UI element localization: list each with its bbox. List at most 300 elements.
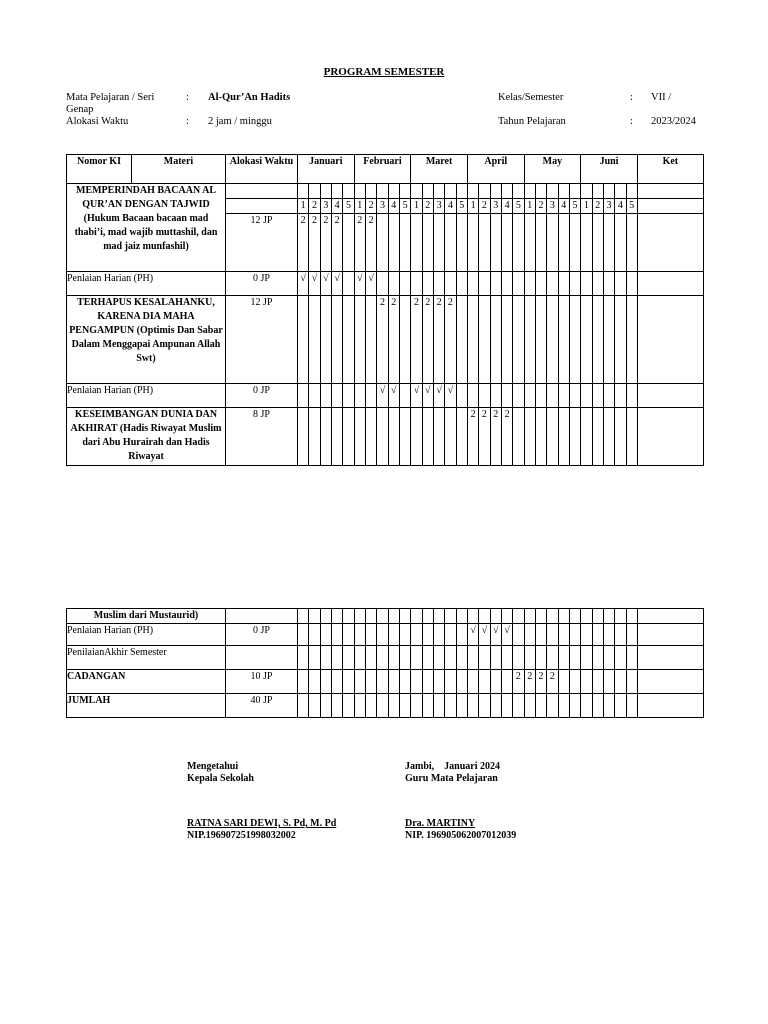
week-cell <box>603 272 614 296</box>
week-number: 2 <box>535 199 546 214</box>
week-cell <box>603 646 614 670</box>
week-cell <box>298 384 309 408</box>
week-cell <box>331 408 342 466</box>
week-cell <box>581 609 592 624</box>
blank-cell <box>626 184 637 199</box>
blank-cell <box>226 199 298 214</box>
week-cell <box>467 609 478 624</box>
guru-nip: NIP. 196905062007012039 <box>405 830 517 841</box>
blank-cell <box>535 184 546 199</box>
week-cell <box>354 670 365 694</box>
week-cell <box>592 609 603 624</box>
week-cell <box>456 214 467 272</box>
week-cell: 2 <box>433 296 444 384</box>
week-cell <box>343 624 354 646</box>
week-cell <box>467 694 478 718</box>
week-cell <box>581 214 592 272</box>
week-cell <box>603 624 614 646</box>
row-alokasi: 12 JP <box>226 214 298 272</box>
week-cell <box>501 609 512 624</box>
week-cell <box>501 296 512 384</box>
week-cell <box>558 214 569 272</box>
week-cell <box>592 624 603 646</box>
week-cell <box>581 670 592 694</box>
week-cell <box>388 646 399 670</box>
week-cell <box>298 609 309 624</box>
ket-cell <box>637 694 703 718</box>
week-cell <box>581 296 592 384</box>
week-cell <box>569 624 580 646</box>
blank-cell <box>422 184 433 199</box>
alokasi-value: 2 jam / minggu <box>208 116 272 127</box>
week-number: 5 <box>569 199 580 214</box>
week-cell <box>626 646 637 670</box>
week-number: 1 <box>581 199 592 214</box>
blank-cell <box>365 184 376 199</box>
week-cell <box>490 296 501 384</box>
week-cell <box>592 408 603 466</box>
header-row <box>67 155 704 184</box>
week-cell <box>320 694 331 718</box>
row-alokasi: 10 JP <box>226 670 298 694</box>
week-cell: √ <box>467 624 478 646</box>
week-cell <box>490 646 501 670</box>
week-cell <box>433 408 444 466</box>
guru-label: Guru Mata Pelajaran <box>405 773 498 784</box>
week-cell <box>592 296 603 384</box>
week-number: 3 <box>377 199 388 214</box>
row-label: KESEIMBANGAN DUNIA DAN AKHIRAT (Hadis Riwayat Muslim dari Abu Hurairah dan Hadis Riwayat <box>67 408 226 466</box>
week-cell <box>558 624 569 646</box>
week-cell: 2 <box>467 408 478 466</box>
week-cell <box>615 646 626 670</box>
blank-cell <box>343 184 354 199</box>
week-cell <box>433 624 444 646</box>
week-cell <box>388 408 399 466</box>
week-cell <box>433 646 444 670</box>
week-cell <box>399 214 410 272</box>
week-cell <box>558 408 569 466</box>
blank-cell <box>456 184 467 199</box>
week-cell <box>603 609 614 624</box>
week-cell <box>433 609 444 624</box>
week-cell <box>343 214 354 272</box>
row-label: Penlaian Harian (PH) <box>67 624 226 646</box>
week-cell <box>626 296 637 384</box>
tahun-sep: : <box>630 116 633 127</box>
row-label: TERHAPUS KESALAHANKU, KARENA DIA MAHA PENGAMPUN (Optimis Dan Sabar Dalam Menggapai Ampunan Allah Swt) <box>67 296 226 384</box>
week-cell <box>445 408 456 466</box>
week-cell <box>626 609 637 624</box>
week-cell <box>377 214 388 272</box>
week-cell <box>422 646 433 670</box>
week-cell <box>479 670 490 694</box>
week-cell: 2 <box>331 214 342 272</box>
week-cell <box>558 272 569 296</box>
week-cell <box>331 296 342 384</box>
week-cell <box>581 384 592 408</box>
week-cell <box>422 624 433 646</box>
week-cell <box>399 296 410 384</box>
week-cell <box>479 296 490 384</box>
week-cell: √ <box>309 272 320 296</box>
week-cell: 2 <box>535 670 546 694</box>
ket-cell <box>637 646 703 670</box>
blank-cell <box>615 184 626 199</box>
week-cell <box>603 670 614 694</box>
week-cell <box>388 624 399 646</box>
week-cell <box>592 214 603 272</box>
week-number: 1 <box>354 199 365 214</box>
week-cell <box>615 408 626 466</box>
week-cell <box>377 694 388 718</box>
week-cell <box>365 694 376 718</box>
kelas-value: VII / <box>651 92 672 103</box>
week-cell <box>343 408 354 466</box>
week-cell <box>547 214 558 272</box>
week-number: 4 <box>445 199 456 214</box>
row-alokasi: 0 JP <box>226 624 298 646</box>
week-cell <box>456 624 467 646</box>
week-cell <box>422 408 433 466</box>
week-cell <box>331 646 342 670</box>
week-cell <box>343 670 354 694</box>
week-cell <box>603 694 614 718</box>
week-cell: 2 <box>501 408 512 466</box>
week-cell <box>615 384 626 408</box>
week-cell <box>399 408 410 466</box>
blank-cell <box>547 184 558 199</box>
week-cell <box>331 624 342 646</box>
week-cell <box>513 624 524 646</box>
week-cell <box>501 694 512 718</box>
week-cell <box>320 408 331 466</box>
week-cell <box>592 272 603 296</box>
ket-cell <box>637 272 703 296</box>
ket-cell <box>637 184 703 199</box>
week-cell <box>331 694 342 718</box>
week-cell <box>569 296 580 384</box>
week-cell <box>535 646 546 670</box>
week-cell: √ <box>331 272 342 296</box>
week-cell <box>309 694 320 718</box>
week-number: 2 <box>422 199 433 214</box>
week-cell <box>581 408 592 466</box>
week-cell <box>569 609 580 624</box>
week-cell <box>535 609 546 624</box>
week-cell <box>399 272 410 296</box>
week-cell <box>490 609 501 624</box>
week-cell <box>603 214 614 272</box>
week-cell <box>615 214 626 272</box>
week-cell <box>422 214 433 272</box>
week-cell <box>501 214 512 272</box>
week-cell <box>479 272 490 296</box>
kepala-sekolah-nip: NIP.196907251998032002 <box>187 830 296 841</box>
week-cell <box>581 694 592 718</box>
week-cell <box>309 646 320 670</box>
week-number: 2 <box>309 199 320 214</box>
week-cell <box>422 694 433 718</box>
week-cell <box>433 214 444 272</box>
week-cell: 2 <box>298 214 309 272</box>
kepala-sekolah-label: Kepala Sekolah <box>187 773 254 784</box>
week-cell <box>456 296 467 384</box>
tahun-label: Tahun Pelajaran <box>498 116 566 127</box>
week-cell <box>626 214 637 272</box>
week-cell: √ <box>377 384 388 408</box>
week-number: 1 <box>467 199 478 214</box>
week-cell <box>354 296 365 384</box>
genap-label: Genap <box>66 104 94 115</box>
week-cell <box>535 214 546 272</box>
week-cell <box>320 670 331 694</box>
header-nomor: Nomor KI <box>67 155 132 183</box>
week-cell <box>354 384 365 408</box>
week-cell <box>513 272 524 296</box>
week-cell <box>320 624 331 646</box>
week-cell <box>501 670 512 694</box>
week-cell <box>524 624 535 646</box>
page-title: PROGRAM SEMESTER <box>323 66 445 78</box>
week-cell: 2 <box>309 214 320 272</box>
ket-cell <box>637 214 703 272</box>
mapel-sep: : <box>186 92 189 103</box>
week-number: 4 <box>388 199 399 214</box>
week-cell <box>388 609 399 624</box>
week-cell <box>535 272 546 296</box>
blank-cell <box>592 184 603 199</box>
week-cell <box>331 670 342 694</box>
week-number: 4 <box>501 199 512 214</box>
blank-cell <box>524 184 535 199</box>
week-cell <box>320 609 331 624</box>
week-cell: √ <box>490 624 501 646</box>
week-cell: √ <box>411 384 422 408</box>
ket-cell <box>637 670 703 694</box>
week-cell: √ <box>479 624 490 646</box>
week-number: 2 <box>592 199 603 214</box>
week-cell <box>298 694 309 718</box>
week-cell: √ <box>298 272 309 296</box>
week-number: 3 <box>547 199 558 214</box>
week-cell <box>456 384 467 408</box>
blank-cell <box>467 184 478 199</box>
week-cell: 2 <box>365 214 376 272</box>
week-cell <box>467 296 478 384</box>
week-cell <box>603 296 614 384</box>
week-cell <box>479 694 490 718</box>
week-cell <box>445 670 456 694</box>
blank-cell <box>226 184 298 199</box>
blank-cell <box>501 184 512 199</box>
week-cell <box>456 272 467 296</box>
week-cell <box>445 272 456 296</box>
week-cell: 2 <box>422 296 433 384</box>
week-number: 4 <box>331 199 342 214</box>
week-cell <box>365 624 376 646</box>
week-cell <box>433 272 444 296</box>
week-cell <box>399 670 410 694</box>
week-cell <box>581 624 592 646</box>
week-cell <box>501 646 512 670</box>
week-number: 5 <box>626 199 637 214</box>
place-date: Jambi, Januari 2024 <box>405 761 501 772</box>
week-cell <box>490 384 501 408</box>
week-cell <box>388 694 399 718</box>
week-cell <box>513 296 524 384</box>
week-cell: 2 <box>547 670 558 694</box>
week-cell: √ <box>354 272 365 296</box>
week-cell: 2 <box>377 296 388 384</box>
week-cell: 2 <box>354 214 365 272</box>
week-cell: 2 <box>490 408 501 466</box>
alokasi-sep: : <box>186 116 189 127</box>
ph-row <box>67 272 704 296</box>
week-cell <box>626 670 637 694</box>
week-cell: 2 <box>479 408 490 466</box>
week-cell <box>331 609 342 624</box>
blank-cell <box>320 184 331 199</box>
week-cell <box>399 384 410 408</box>
week-cell <box>422 272 433 296</box>
week-cell <box>388 670 399 694</box>
week-cell: 2 <box>411 296 422 384</box>
week-cell <box>547 646 558 670</box>
week-cell <box>558 694 569 718</box>
week-cell <box>615 609 626 624</box>
week-cell <box>388 272 399 296</box>
alokasi-label: Alokasi Waktu <box>66 116 129 127</box>
week-cell <box>456 609 467 624</box>
week-number: 4 <box>558 199 569 214</box>
row-alokasi: 40 JP <box>226 694 298 718</box>
week-cell <box>535 624 546 646</box>
header-ket: Ket <box>637 155 703 184</box>
week-number: 3 <box>433 199 444 214</box>
week-cell <box>331 384 342 408</box>
week-cell <box>524 408 535 466</box>
week-cell <box>513 646 524 670</box>
ket-cell <box>637 384 703 408</box>
week-cell: 2 <box>445 296 456 384</box>
week-cell <box>569 694 580 718</box>
week-cell <box>411 646 422 670</box>
blank-cell <box>558 184 569 199</box>
week-cell <box>377 609 388 624</box>
week-cell <box>343 272 354 296</box>
week-cell <box>615 296 626 384</box>
blank-cell <box>603 184 614 199</box>
week-cell <box>354 694 365 718</box>
week-number: 5 <box>513 199 524 214</box>
week-cell <box>490 694 501 718</box>
week-cell <box>569 384 580 408</box>
week-cell <box>365 670 376 694</box>
week-cell <box>569 670 580 694</box>
row-label: MEMPERINDAH BACAAN AL QUR’AN DENGAN TAJWID (Hukum Bacaan bacaan mad thabi’i, mad wajib muttashil, dan mad jaiz munfashil) <box>67 184 226 272</box>
week-cell <box>547 296 558 384</box>
kelas-label: Kelas/Semester <box>498 92 564 103</box>
week-cell <box>513 609 524 624</box>
week-cell <box>615 670 626 694</box>
row-label: PenilaianAkhir Semester <box>67 646 226 670</box>
week-cell <box>547 408 558 466</box>
tahun-value: 2023/2024 <box>651 116 696 127</box>
week-cell <box>377 646 388 670</box>
kelas-sep: : <box>630 92 633 103</box>
materi-row <box>67 296 704 384</box>
week-number: 5 <box>399 199 410 214</box>
week-cell <box>558 609 569 624</box>
week-cell <box>626 272 637 296</box>
week-cell <box>422 609 433 624</box>
week-cell <box>298 624 309 646</box>
week-cell <box>377 624 388 646</box>
week-cell <box>377 408 388 466</box>
week-number: 1 <box>298 199 309 214</box>
blank-cell <box>479 184 490 199</box>
week-cell <box>603 384 614 408</box>
week-cell <box>626 384 637 408</box>
week-cell <box>524 694 535 718</box>
week-cell <box>320 296 331 384</box>
week-cell <box>524 296 535 384</box>
blank-cell <box>490 184 501 199</box>
week-cell <box>298 646 309 670</box>
month-header-juni: Juni <box>581 155 638 184</box>
blank-cell <box>513 184 524 199</box>
semester-table-continued <box>66 608 704 718</box>
blank-cell <box>298 184 309 199</box>
week-number: 5 <box>343 199 354 214</box>
row-label: Penlaian Harian (PH) <box>67 272 226 296</box>
row-alokasi: 0 JP <box>226 272 298 296</box>
week-cell <box>298 296 309 384</box>
week-cell <box>603 408 614 466</box>
week-cell <box>365 384 376 408</box>
week-cell <box>343 609 354 624</box>
week-cell <box>399 624 410 646</box>
header-nomor-materi <box>67 155 226 184</box>
week-cell <box>399 694 410 718</box>
week-number: 4 <box>615 199 626 214</box>
week-cell <box>365 408 376 466</box>
week-cell <box>558 670 569 694</box>
week-cell <box>467 646 478 670</box>
week-cell <box>354 609 365 624</box>
week-cell: √ <box>501 624 512 646</box>
week-cell <box>524 214 535 272</box>
week-cell <box>467 214 478 272</box>
week-cell: √ <box>365 272 376 296</box>
ph-row <box>67 384 704 408</box>
week-cell <box>490 670 501 694</box>
week-cell <box>456 408 467 466</box>
week-number: 3 <box>603 199 614 214</box>
blank-cell <box>388 184 399 199</box>
kepala-sekolah-name: RATNA SARI DEWI, S. Pd, M. Pd <box>187 818 337 829</box>
ket-cell <box>637 408 703 466</box>
materi-row <box>67 184 704 199</box>
week-cell <box>354 624 365 646</box>
week-cell <box>490 272 501 296</box>
week-cell <box>513 214 524 272</box>
row-alokasi <box>226 609 298 624</box>
week-cell <box>445 214 456 272</box>
week-cell <box>547 609 558 624</box>
week-cell <box>569 646 580 670</box>
